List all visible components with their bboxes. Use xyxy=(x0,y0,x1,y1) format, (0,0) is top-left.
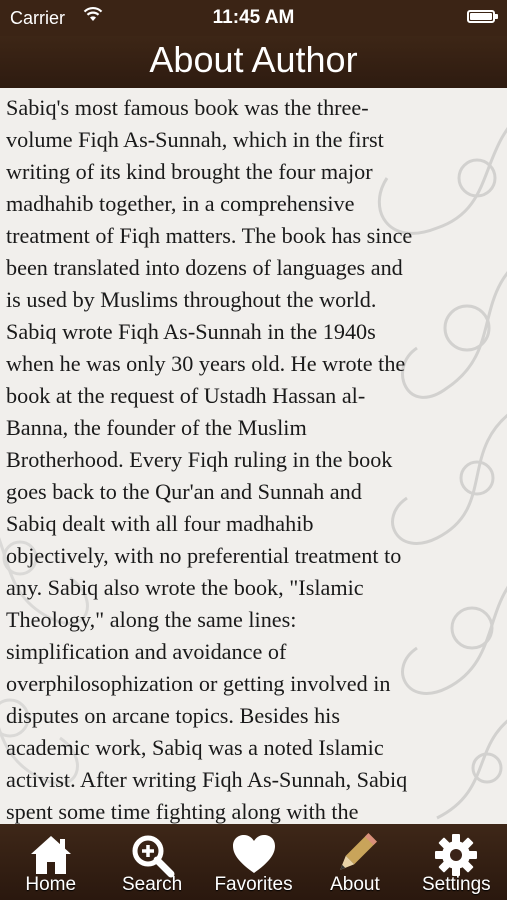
tab-settings-label: Settings xyxy=(422,874,491,895)
clock: 11:45 AM xyxy=(212,7,295,28)
tab-bar xyxy=(0,824,507,900)
gear-icon xyxy=(432,832,480,878)
heart-icon xyxy=(230,832,278,878)
tab-search-label: Search xyxy=(122,874,183,895)
tab-about[interactable] xyxy=(304,824,405,900)
carrier-label: Carrier xyxy=(10,8,66,28)
page-title: About Author xyxy=(149,39,358,80)
tab-home[interactable] xyxy=(0,824,101,900)
pencil-icon xyxy=(331,832,379,878)
navigation-bar xyxy=(0,36,507,88)
search-icon xyxy=(128,832,176,878)
tab-home-label: Home xyxy=(25,874,77,895)
tab-favorites[interactable] xyxy=(203,824,304,900)
tab-search[interactable] xyxy=(101,824,202,900)
tab-settings[interactable] xyxy=(406,824,507,900)
tab-favorites-label: Favorites xyxy=(214,874,293,895)
home-icon xyxy=(27,832,75,878)
tab-about-label: About xyxy=(330,874,380,895)
author-bio-text: Sabiq's most famous book was the three- volume Fiqh As-Sunnah, which in the first writing of its kind brought the four major madhahib together, in a comprehensive treatment of Fiqh matters. The book has since been translated into dozens of languages and is used by Muslims throughout the world. Sabiq wrote Fiqh As-Sunnah in the 1940s when he was only 30 years old. He wrote the book at the request of Ustadh Hassan al- Banna, the founder of the Muslim Brotherhood. Every Fiqh ruling in the book goes back to the Qur'an and Sunnah and Sabiq dealt with all four madhahib objectively, with no preferential treatment to any. Sabiq also wrote the book, "Islamic Theology," along the same lines: simplification and avoidance of overphilosophization or getting involved in disputes on arcane topics. Besides his academic work, Sabiq was a noted Islamic activist. After writing Fiqh As-Sunnah, Sabiq spent some time fighting along with the xyxy=(6,95,413,824)
status-bar xyxy=(0,0,507,36)
content-area[interactable] xyxy=(0,88,507,824)
battery-icon xyxy=(467,10,495,23)
